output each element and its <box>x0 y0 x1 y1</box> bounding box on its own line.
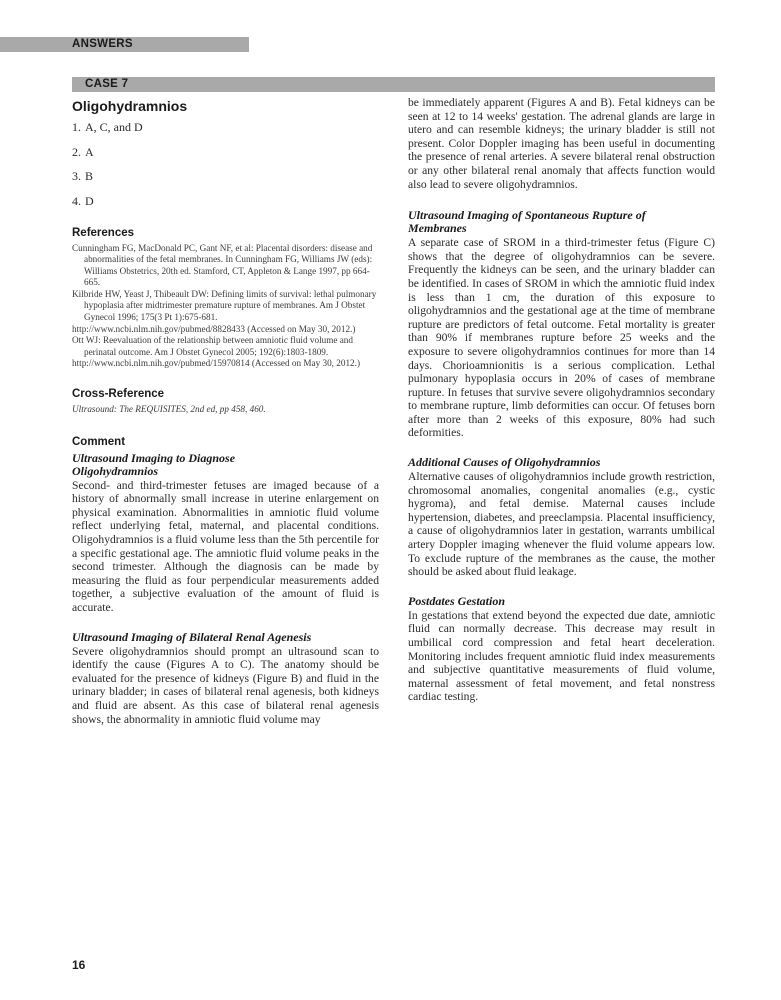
paragraph-diagnose: Second- and third-trimester fetuses are imaged because of a history of abnormally small increase in uterine enlargement on physical examination. Abnormalities in amniotic fluid volume reflect underlying fetal, maternal, and placental conditions. Oligohydramnios is a fluid volume less than the 5th percentile for a specific gestational age. The amniotic fluid volume peaks in the second trimester. Although the diagnosis can be made by measuring the fluid as four perpendicular measurements added together, a subjective evaluation of the amount of fluid is accurate. <box>72 478 379 614</box>
page-number: 16 <box>72 958 86 972</box>
paragraph-postdates: In gestations that extend beyond the expected due date, amniotic fluid can normally decrease. This decrease may result in umbilical cord compression and fetal heart deceleration. Monitoring includes frequent amniotic fluid index measurements and subjective quantitative measurements of fluid volume, maternal assessment of fetal movement, and fetal nonstress cardiac testing. <box>408 608 715 704</box>
subheading-postdates: Postdates Gestation <box>408 593 506 608</box>
subheading-renal-agenesis: Ultrasound Imaging of Bilateral Renal Agenesis <box>72 629 312 644</box>
answer-item: 4. D <box>72 193 94 208</box>
paragraph-additional-causes: Alternative causes of oligohydramnios include growth restriction, chromosomal anomalies, congenital anomalies (e.g., cystic hygroma), and fetal demise. Maternal causes include hypertension, diabetes, and preeclampsia. Placental insufficiency, a cause of oligohydramnios later in gestation, warrants umbilical artery Doppler imaging whenever the fluid volume appears low. To exclude rupture of the membranes as the cause, the mother should be asked about fluid leakage. <box>408 470 715 579</box>
comment-heading: Comment <box>72 435 126 448</box>
answers-header-bar <box>0 37 249 52</box>
paragraph-srom: A separate case of SROM in a third-trimester fetus (Figure C) shows that the degree of oligohydramnios can be severe. Frequently the kidneys can be seen, and the urinary bladder can be identified. In cases of SROM in which the amniotic fluid index is less than 1 cm, the duration of this exposure to oligohydramnios and the gestational age at the time of membrane rupture are predictors of fetal outcome. Fetal mortality is greater than 90% if membranes rupture before 25 weeks and the exposure to severe oligohydramnios continues for more than 14 days. Chorioamnionitis is a serious complication. Lethal pulmonary hypoplasia occurs in 20% of cases of membrane rupture. In fetuses that survive severe oligohydramnios secondary to membrane rupture, limb deformities can occur. Of fetuses born after more than 2 weeks of this exposure, 80% had such deformities. <box>408 236 715 440</box>
references-heading: References <box>72 226 135 239</box>
paragraph-renal-agenesis: Severe oligohydramnios should prompt an ultrasound scan to identify the cause (Figures A to C). The anatomy should be evaluated for the presence of kidneys (Figure B) and fluid in the urinary bladder; in cases of bilateral renal agenesis, both kidneys and fluid are absent. As this case of bilateral renal agenesis shows, the abnormality in amniotic fluid volume may <box>72 644 379 726</box>
answer-item: 1. A, C, and D <box>72 120 143 134</box>
right-column <box>408 96 715 704</box>
answers-label: ANSWERS <box>72 38 133 50</box>
references-list <box>72 243 379 371</box>
case-title: Oligohydramnios <box>72 98 188 114</box>
case-label: CASE 7 <box>85 78 129 90</box>
answer-list <box>72 119 379 209</box>
cross-reference-text: Ultrasound: The REQUISITES, 2nd ed, pp 458, 460. <box>72 404 266 415</box>
subheading-diagnose: Ultrasound Imaging to Diagnose Oligohydramnios <box>72 450 236 478</box>
reference-item: Kilbride HW, Yeast J, Thibeault DW: Defining limits of survival: lethal pulmonary hypoplasia after midtrimester premature rupture of membranes. Am J Obstet Gynecol 1996; 175(3 Pt 1):675-681. <box>72 288 377 323</box>
answer-item: 2. A <box>72 144 94 159</box>
reference-item: Ott WJ: Reevaluation of the relationship between amniotic fluid volume and perinatal outcome. Am J Obstet Gynecol 2005; 192(6):1803-1809. <box>72 335 353 357</box>
reference-link[interactable]: http://www.ncbi.nlm.nih.gov/pubmed/8828433 (Accessed on May 30, 2012.) <box>72 323 356 334</box>
case-header-bar <box>72 77 715 92</box>
answer-item: 3. B <box>72 169 94 183</box>
reference-link[interactable]: http://www.ncbi.nlm.nih.gov/pubmed/15970814 (Accessed on May 30, 2012.) <box>72 358 361 369</box>
subheading-srom: Ultrasound Imaging of Spontaneous Rupture of Membranes <box>408 208 646 236</box>
left-column <box>72 96 379 726</box>
reference-item: Cunningham FG, MacDonald PC, Gant NF, et al: Placental disorders: disease and abnormalities of the fetal membranes. In Cunningham FG, Williams JW (eds): Williams Obstetrics, 20th ed. Stamford, CT, Appleton & Lange 1997, pp 664-665. <box>72 242 373 288</box>
cross-reference-heading: Cross-Reference <box>72 388 165 401</box>
paragraph-renal-agenesis-continued: be immediately apparent (Figures A and B). Fetal kidneys can be seen at 12 to 14 weeks' gestation. The adrenal glands are large in utero and can resemble kidneys; the urinary bladder is still not present. Color Doppler imaging has been useful in documenting the presence of renal arteries. A severe bilateral renal obstruction or any other bilateral renal anomaly that affects function would also lead to severe oligohydramnios. <box>408 96 715 191</box>
subheading-additional-causes: Additional Causes of Oligohydramnios <box>408 455 601 470</box>
